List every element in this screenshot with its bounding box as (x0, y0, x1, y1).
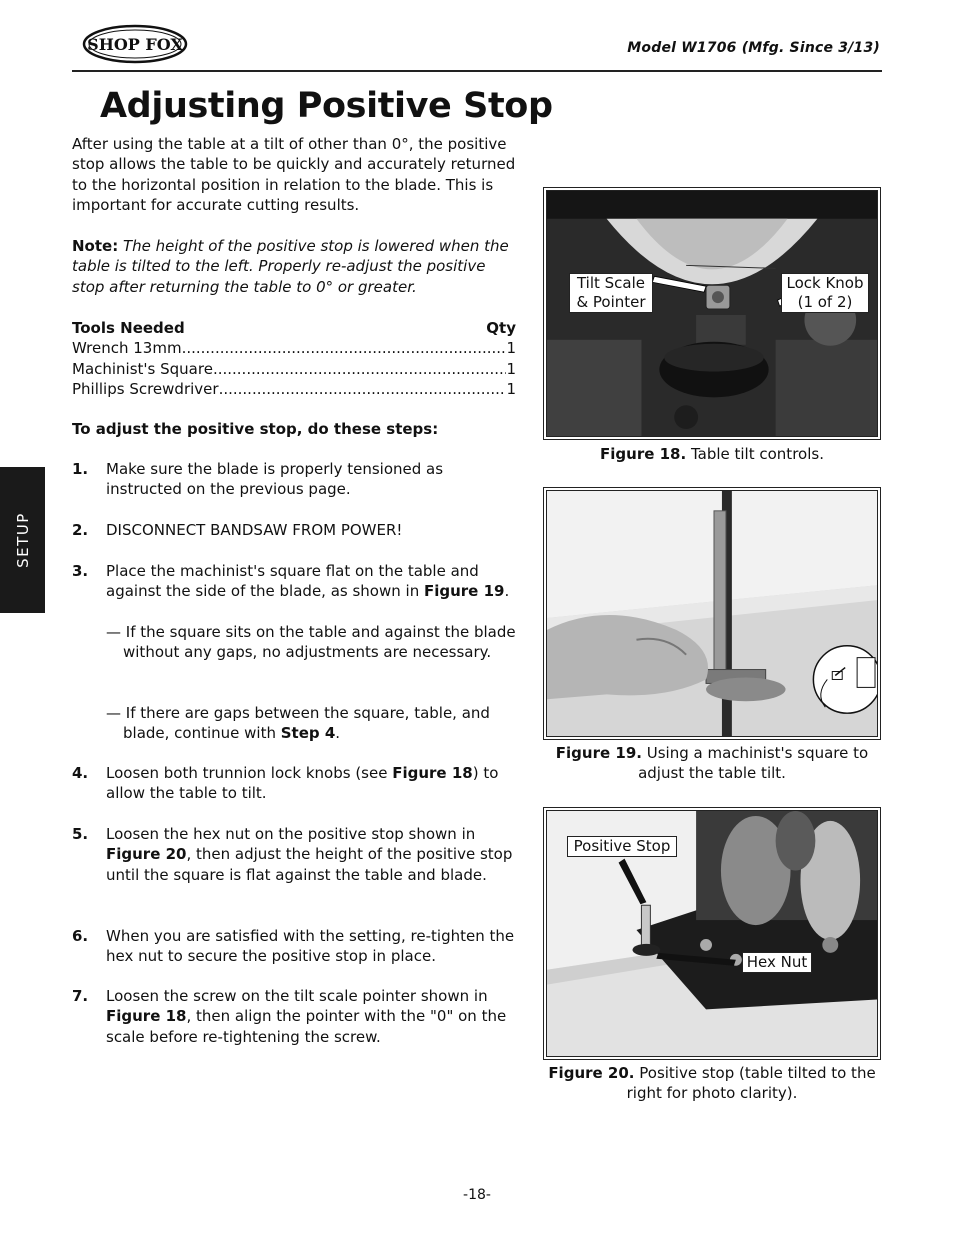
step-number: 2. (72, 521, 89, 539)
callout-positive-stop: Positive Stop (567, 836, 677, 857)
step-6 (72, 926, 522, 967)
tools-heading: Tools Needed (72, 319, 185, 337)
figure-reference: Figure 20 (106, 845, 187, 864)
figure-reference: Figure 19 (423, 582, 505, 601)
callout-hex-nut: Hex Nut (742, 952, 812, 973)
intro-text: After using the table at a tilt of other than 0°, the positive stop allows the table to be quickly and accurately returned to the horizontal position in relation to the blade. This is important for accurate cutting results. (72, 135, 516, 215)
tools-needed-list (72, 318, 516, 400)
step-3-substep-2 (106, 703, 522, 744)
model-header: Model W1706 (Mfg. Since 3/13) (627, 40, 880, 56)
note-text: The height of the positive stop is lowered when the table is tilted to the left. Properly re-adjust the positive stop after returning the table to 0° or greater. (72, 237, 509, 296)
figure-19-photo (543, 487, 881, 740)
step-text: Place the machinist's square flat on the table and against the side of the blade, as shown in Figure 19. (106, 562, 510, 601)
qty-heading: Qty (486, 319, 516, 337)
tool-qty: 1 (506, 339, 516, 358)
figure-20-photo (543, 807, 881, 1060)
step-3 (72, 561, 522, 602)
step-number: 5. (72, 825, 89, 843)
figure-reference: Figure 18 (106, 1007, 187, 1026)
side-tab-label: SETUP (13, 512, 32, 568)
step-5 (72, 824, 522, 885)
step-number: 6. (72, 927, 89, 945)
step-3-substep-1 (106, 622, 522, 663)
tool-row (72, 359, 516, 379)
note-label: Note: (72, 237, 119, 255)
step-number: 3. (72, 562, 89, 580)
step-number: 4. (72, 764, 89, 782)
tool-name: Machinist's Square (72, 359, 213, 378)
step-2 (72, 520, 522, 540)
tools-header (72, 318, 516, 338)
tool-row (72, 338, 516, 358)
logo-text: SHOP FOX (87, 35, 183, 54)
step-text: Loosen both trunnion lock knobs (see Figure 18) to allow the table to tilt. (106, 764, 499, 803)
tilt-controls-illustration (547, 191, 877, 436)
step-7 (72, 986, 522, 1047)
header-rule (72, 70, 882, 72)
tool-name: Phillips Screwdriver (72, 380, 219, 399)
leader-dots (213, 359, 507, 379)
machinist-square-illustration (547, 491, 877, 736)
step-text: Make sure the blade is properly tensioned as instructed on the previous page. (106, 460, 444, 499)
steps-intro: To adjust the positive stop, do these steps: (72, 420, 439, 438)
figure-18-photo (543, 187, 881, 440)
tool-qty: 1 (506, 380, 516, 399)
step-number: 1. (72, 460, 89, 478)
tool-name: Wrench 13mm (72, 339, 182, 358)
step-text: When you are satisfied with the setting, re-tighten the hex nut to secure the positive stop in place. (106, 927, 515, 966)
tool-row (72, 379, 516, 399)
page-number: -18- (463, 1187, 491, 1203)
step-1 (72, 459, 522, 500)
step-4 (72, 763, 522, 804)
step-text: Loosen the screw on the tilt scale pointer shown in Figure 18, then align the pointer with the "0" on the scale before re-tightening the screw. (106, 987, 507, 1046)
tool-qty: 1 (506, 359, 516, 378)
step-text: Loosen the hex nut on the positive stop shown in Figure 20, then adjust the height of the positive stop until the square is flat against the table and blade. (106, 825, 513, 884)
step-number: 7. (72, 987, 89, 1005)
callout-lock-knob: Lock Knob (1 of 2) (781, 273, 869, 313)
figure-19-caption: Figure 19. Using a machinist's square to adjust the table tilt. (555, 744, 869, 782)
page-title: Adjusting Positive Stop (100, 86, 553, 126)
figure-20-caption: Figure 20. Positive stop (table tilted to the right for photo clarity). (548, 1064, 876, 1102)
substep-text: — If the square sits on the table and against the blade without any gaps, no adjustments are necessary. (106, 623, 516, 662)
leader-dots (219, 379, 507, 399)
step-reference: Step 4 (280, 724, 336, 743)
step-text: DISCONNECT BANDSAW FROM POWER! (106, 521, 403, 539)
intro-paragraph (72, 134, 520, 216)
figure-reference: Figure 18 (392, 764, 473, 782)
section-side-tab (0, 467, 45, 613)
leader-dots (182, 338, 507, 358)
substep-text: — If there are gaps between the square, table, and blade, continue with Step 4. (106, 704, 490, 743)
callout-tilt-scale: Tilt Scale & Pointer (569, 273, 653, 313)
shop-fox-logo (82, 24, 188, 64)
figure-18-caption: Figure 18. Table tilt controls. (600, 445, 824, 463)
note-paragraph (72, 236, 520, 297)
